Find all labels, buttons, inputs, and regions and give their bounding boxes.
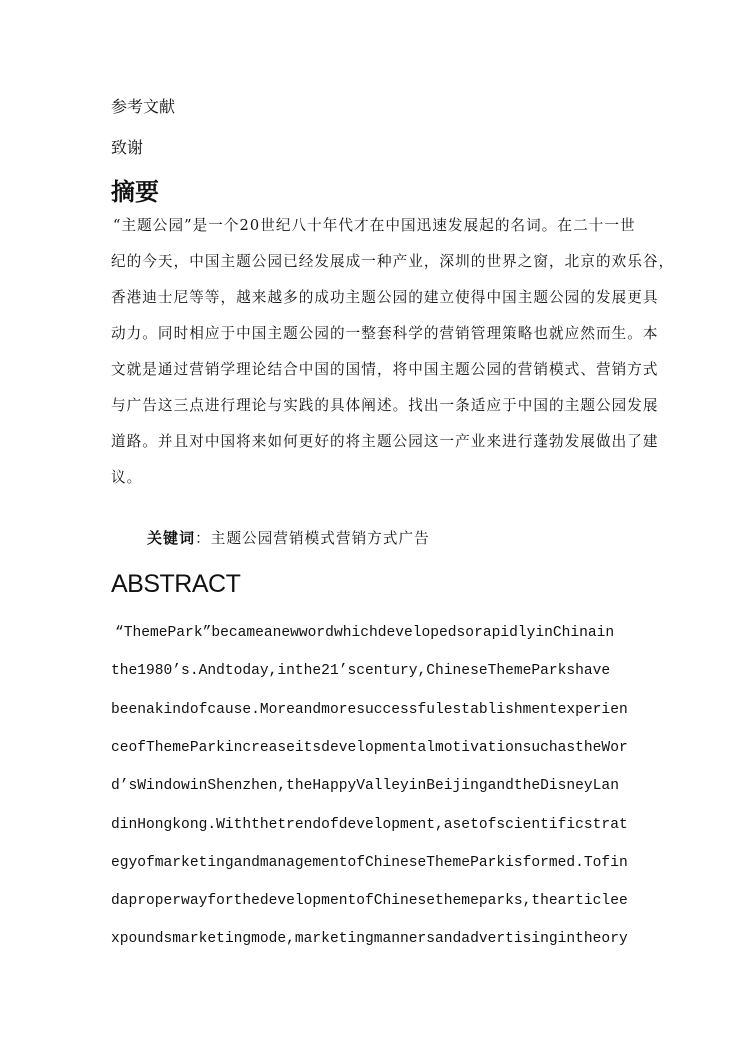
zh-abstract-line: 道路。并且对中国将来如何更好的将主题公园这一产业来进行蓬勃发展做出了建 [111,433,659,450]
en-abstract-line: dinHongkong.Withthetrendofdevelopment,asetofscientificstrat [111,816,628,833]
en-abstract-line: egyofmarketingandmanagementofChineseThemeParkisformed.Tofin [111,854,628,871]
en-abstract-line: “ThemePark”becameanewwordwhichdevelopedsorapidlyinChinain [115,625,615,641]
zh-abstract-title: 摘要 [111,177,159,206]
en-abstract-line: ceofThemeParkincreaseitsdevelopmentalmotivationsuchastheWor [111,739,628,756]
toc-acknowledgements[interactable]: 致谢 [111,138,144,157]
zh-abstract-line: 香港迪士尼等等，越来越多的成功主题公园的建立使得中国主题公园的发展更具 [111,289,659,306]
en-abstract-line: d’sWindowinShenzhen,theHappyValleyinBeijingandtheDisneyLan [111,778,619,795]
en-abstract-line: xpoundsmarketingmode,marketingmannersandadvertisingintheory [111,931,628,948]
en-abstract-line: the1980’s.Andtoday,inthe21’scentury,ChineseThemeParkshave [111,663,611,680]
en-abstract-line: daproperwayforthedevelopmentofChinesethemeparks,thearticlee [111,893,628,910]
zh-abstract-line: 动力。同时相应于中国主题公园的一整套科学的营销管理策略也就应然而生。本 [111,325,659,342]
zh-abstract-line: 文就是通过营销学理论结合中国的国情，将中国主题公园的营销模式、营销方式 [111,361,659,378]
zh-abstract-line: 与广告这三点进行理论与实践的具体阐述。找出一条适应于中国的主题公园发展 [111,397,659,414]
zh-abstract-line: “主题公园”是一个20世纪八十年代才在中国迅速发展起的名词。在二十一世 [113,217,636,234]
zh-abstract-line: 纪的今天，中国主题公园已经发展成一种产业，深圳的世界之窗，北京的欢乐谷， [111,253,675,270]
en-abstract-title: ABSTRACT [111,570,241,598]
en-abstract-line: beenakindofcause.Moreandmoresuccessfulestablishmentexperien [111,701,628,718]
keywords-label: 关键词 [147,529,196,547]
zh-abstract-line: 议。 [111,469,143,486]
keywords-line [147,527,430,548]
keywords-value: ：主题公园营销模式营销方式广告 [195,530,430,547]
toc-references[interactable]: 参考文献 [111,97,176,116]
